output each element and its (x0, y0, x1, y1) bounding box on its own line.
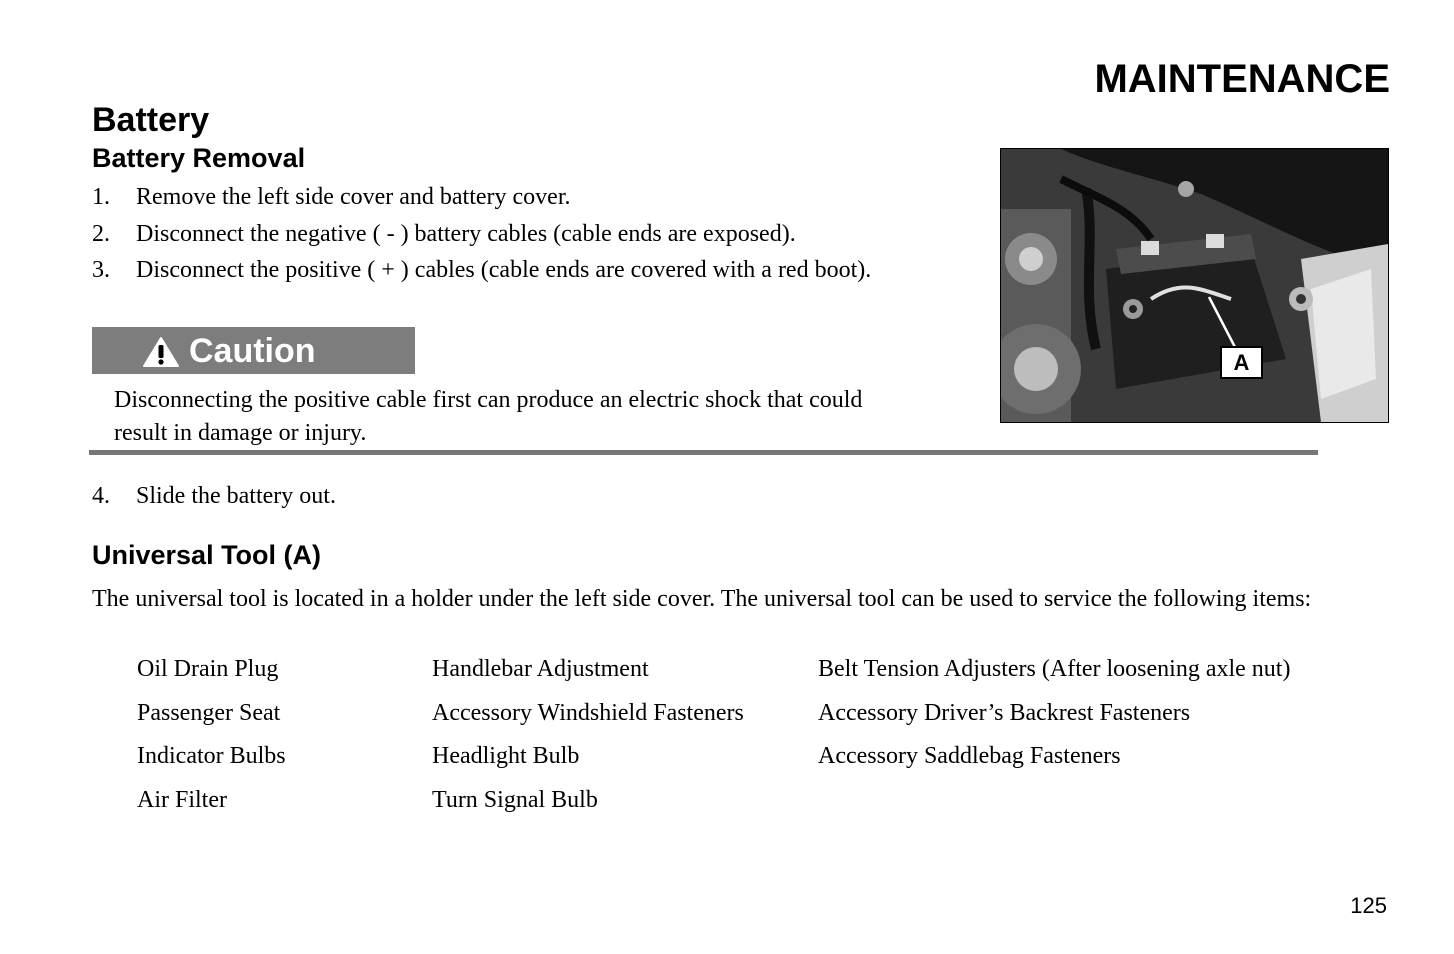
table-cell: Belt Tension Adjusters (After loosening axle nut) (818, 656, 1291, 682)
table-cell: Turn Signal Bulb (432, 786, 598, 813)
universal-tool-title: Universal Tool (A) (92, 540, 322, 570)
subsection-title: Battery Removal (92, 143, 306, 173)
table-cell: Indicator Bulbs (137, 743, 286, 769)
caution-text: Disconnecting the positive cable first can produce an electric shock that could result in damage or injury. (114, 387, 863, 446)
step-number: 4. (92, 483, 110, 509)
step-number: 2. (92, 221, 110, 247)
table-cell: Handlebar Adjustment (432, 656, 649, 682)
step-text: Slide the battery out. (136, 483, 336, 509)
table-cell: Oil Drain Plug (137, 656, 279, 682)
table-cell: Accessory Windshield Fasteners (432, 699, 744, 726)
step-number: 3. (92, 257, 110, 283)
universal-tool-intro: The universal tool is located in a holder under the left side cover. The universal tool can be used to service the following items: (92, 586, 1312, 612)
step-4 (92, 482, 912, 510)
table-cell: Headlight Bulb (432, 743, 580, 769)
step-3 (92, 256, 882, 284)
step-text: Disconnect the negative ( - ) battery cables (cable ends are exposed). (136, 221, 796, 247)
step-2 (92, 220, 912, 248)
table-cell: Passenger Seat (137, 699, 281, 726)
caution-banner (92, 327, 415, 374)
chapter-title: MAINTENANCE (1094, 57, 1390, 101)
warning-triangle-icon (142, 336, 180, 368)
callout-label-a: A (1220, 346, 1263, 379)
step-1 (92, 183, 912, 211)
step-number: 1. (92, 184, 110, 210)
page-number: 125 (1350, 893, 1387, 918)
table-cell: Air Filter (137, 786, 227, 813)
section-title: Battery (92, 101, 210, 139)
table-cell: Accessory Driver’s Backrest Fasteners (818, 699, 1191, 726)
step-text: Disconnect the positive ( + ) cables (cable ends are covered with a red boot). (136, 257, 872, 283)
battery-photo (1000, 148, 1389, 423)
caution-label: Caution (189, 332, 316, 370)
caution-divider (89, 450, 1318, 455)
table-cell: Accessory Saddlebag Fasteners (818, 743, 1121, 769)
step-text: Remove the left side cover and battery cover. (136, 184, 571, 210)
